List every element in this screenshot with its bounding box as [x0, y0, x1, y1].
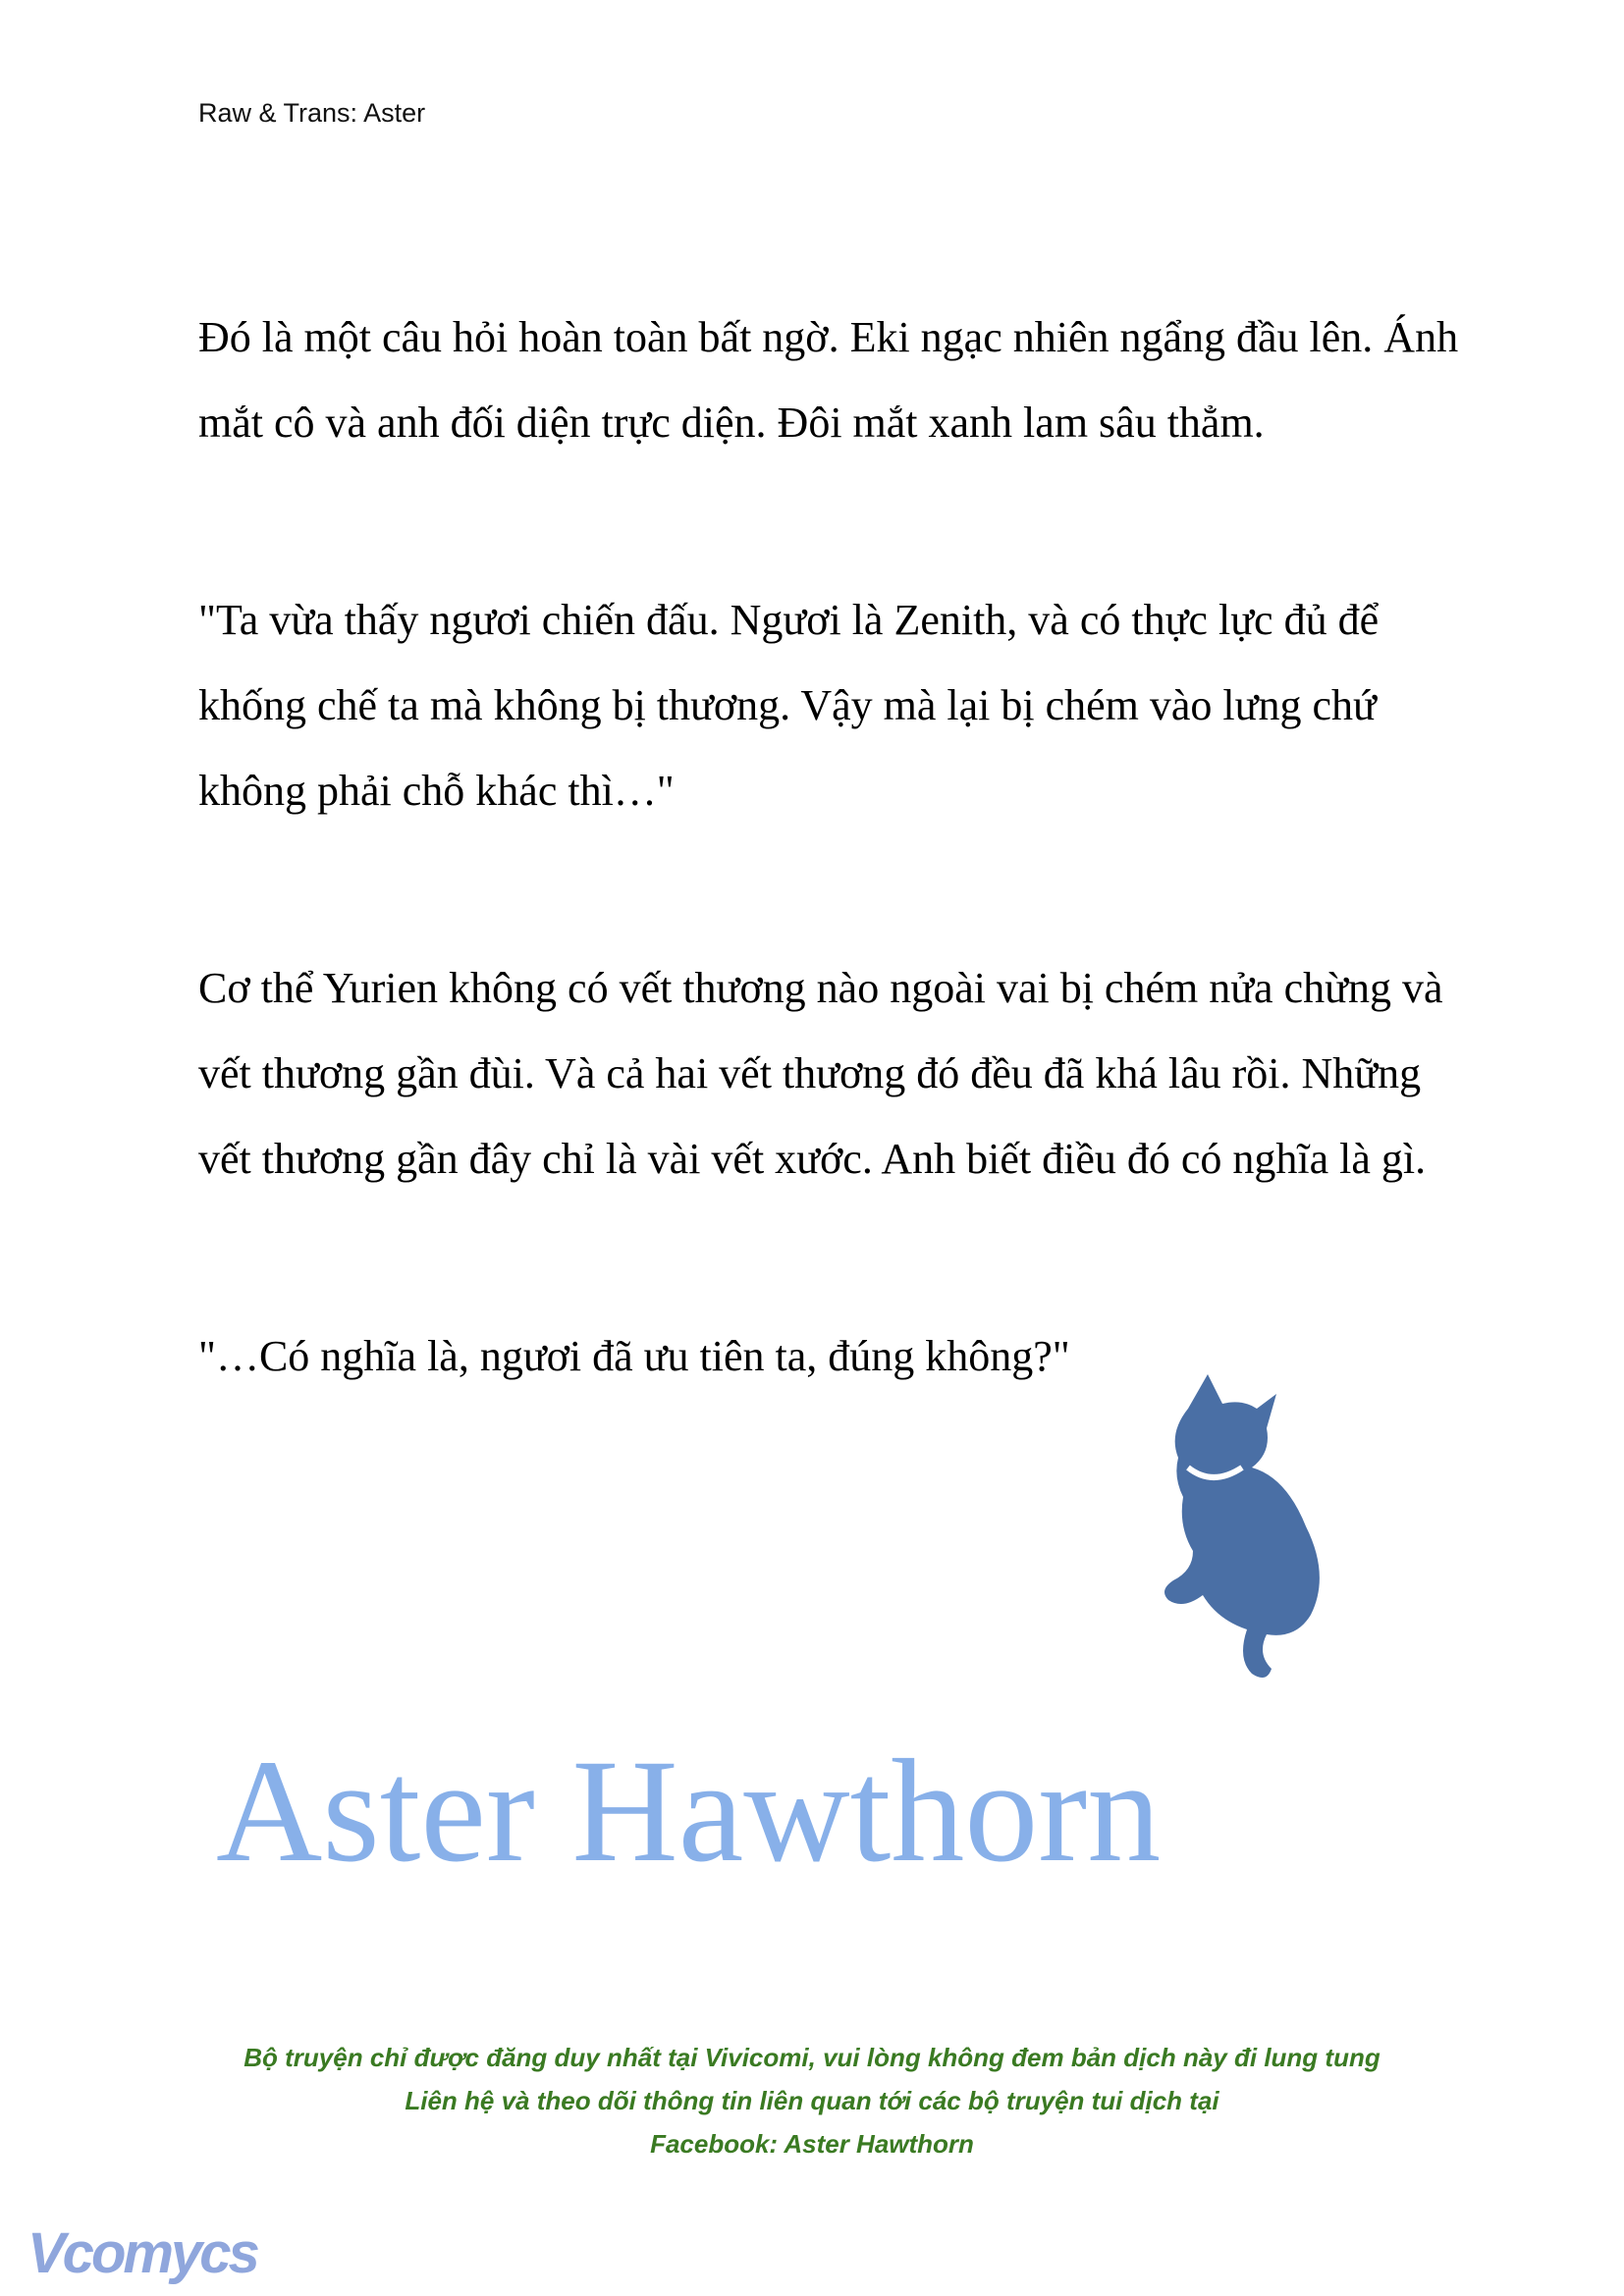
footer-line: Liên hệ và theo dõi thông tin liên quan tới các bộ truyện tui dịch tại: [405, 2086, 1219, 2115]
vcomycs-logo: Vcomycs: [27, 2221, 257, 2285]
footer-facebook: Facebook: Aster Hawthorn: [650, 2129, 974, 2159]
footer-notice: [0, 2036, 1624, 2165]
paragraph: Đó là một câu hỏi hoàn toàn bất ngờ. Eki ngạc nhiên ngẩng đầu lên. Ánh mắt cô và anh đối diện trực diện. Đôi mắt xanh lam sâu thẳm.: [198, 313, 1459, 447]
paragraph: Cơ thể Yurien không có vết thương nào ngoài vai bị chém nửa chừng và vết thương gần đùi. Và cả hai vết thương đó đều đã khá lâu rồi. Những vết thương gần đây chỉ là vài vết xước. Anh biết điều đó có nghĩa là gì.: [198, 964, 1443, 1183]
paragraph: "Ta vừa thấy ngươi chiến đấu. Ngươi là Zenith, và có thực lực đủ để khống chế ta mà không bị thương. Vậy mà lại bị chém vào lưng chứ không phải chỗ khác thì…": [198, 596, 1380, 815]
watermark-text: Aster Hawthorn: [216, 1730, 1162, 1893]
story-body: [198, 294, 1475, 1511]
translator-credit: Raw & Trans: Aster: [198, 98, 426, 128]
footer-line: Bộ truyện chỉ được đăng duy nhất tại Vivicomi, vui lòng không đem bản dịch này đi lung tung: [244, 2043, 1380, 2072]
cat-silhouette-icon: [1149, 1369, 1335, 1683]
paragraph: "…Có nghĩa là, ngươi đã ưu tiên ta, đúng không?": [198, 1332, 1070, 1380]
